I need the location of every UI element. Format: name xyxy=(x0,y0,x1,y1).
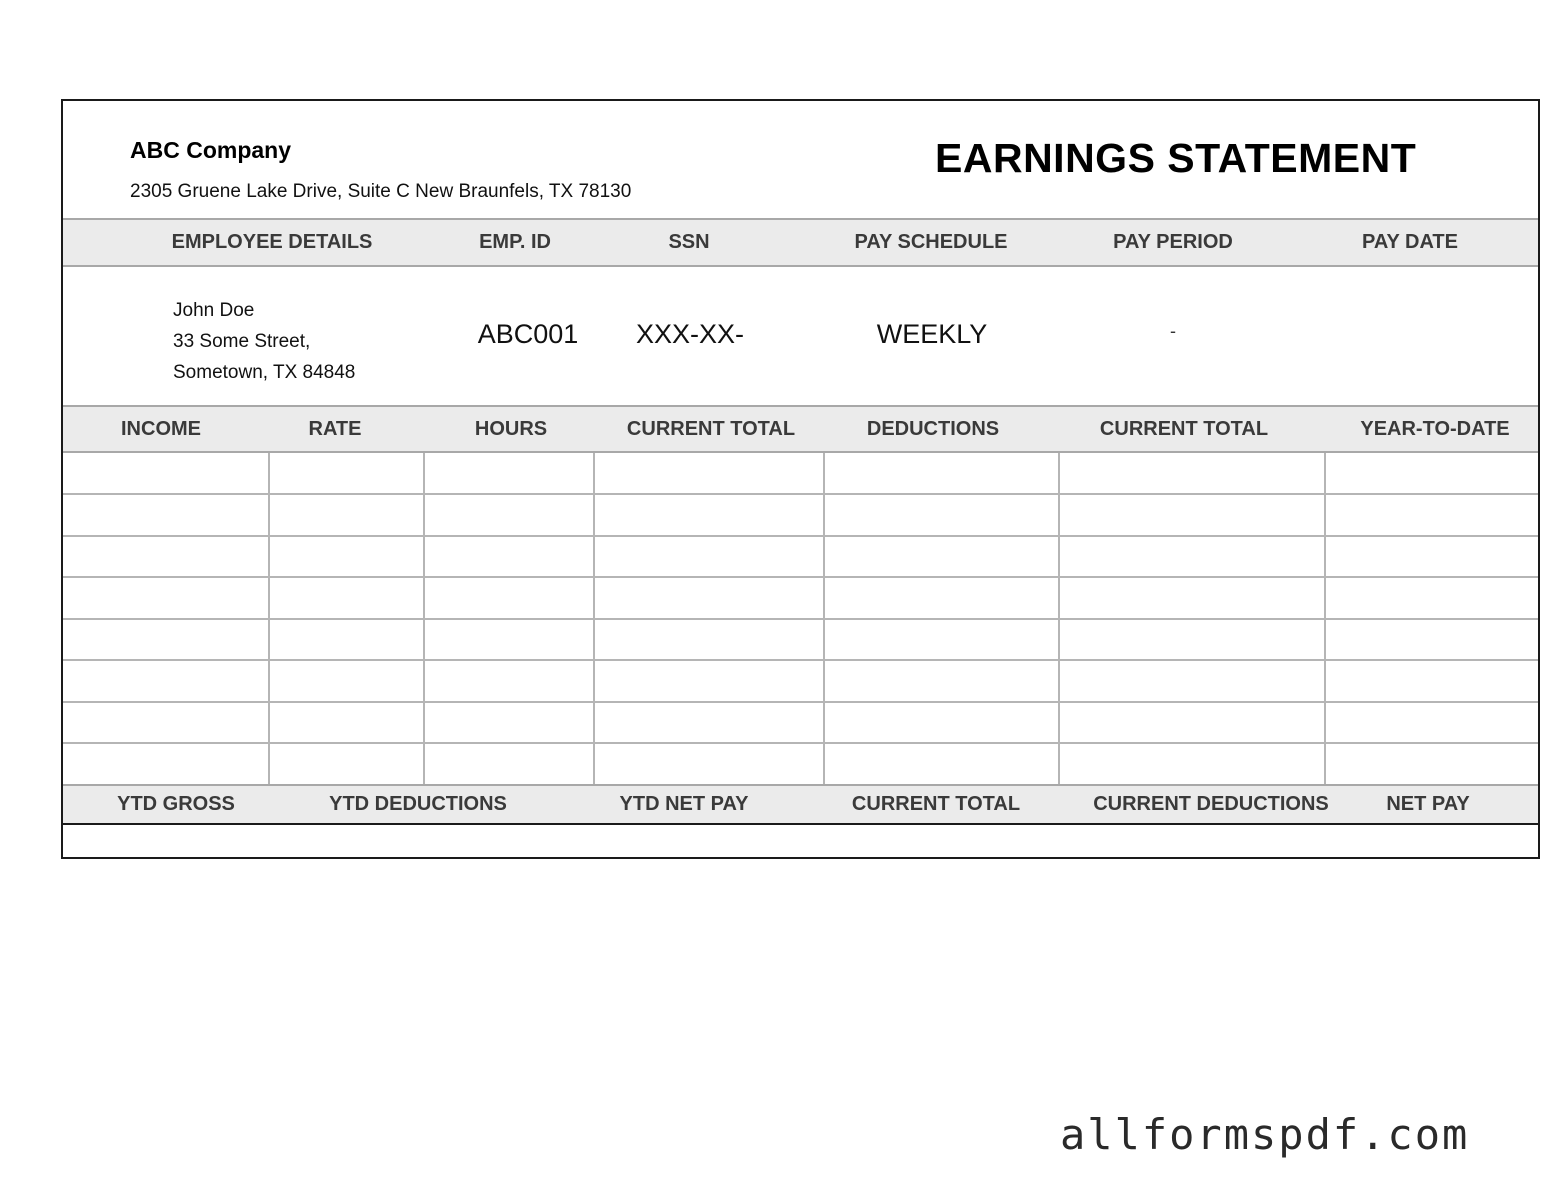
grid-row-line xyxy=(63,618,1538,620)
grid-row-line xyxy=(63,659,1538,661)
header-ytd-deductions: YTD DEDUCTIONS xyxy=(329,793,507,815)
grid-row-line xyxy=(63,742,1538,744)
employee-city: Sometown, TX 84848 xyxy=(173,362,356,383)
grid-row-line xyxy=(63,535,1538,537)
header-pay-period: PAY PERIOD xyxy=(1113,231,1233,253)
header-income: INCOME xyxy=(121,417,201,440)
header-ytd-gross: YTD GROSS xyxy=(117,793,235,815)
header-net-pay: NET PAY xyxy=(1386,793,1470,815)
grid-column-line xyxy=(593,453,595,784)
header-summary-current-total: CURRENT TOTAL xyxy=(851,793,1021,815)
grid-row-line xyxy=(63,701,1538,703)
grid-column-line xyxy=(823,453,825,784)
grid-column-line xyxy=(268,453,270,784)
grid-column-line xyxy=(1058,453,1060,784)
summary-header-row xyxy=(63,784,1538,825)
site-watermark: allformspdf.com xyxy=(1060,1110,1470,1159)
company-name: ABC Company xyxy=(130,137,292,163)
header-ytd-net-pay: YTD NET PAY xyxy=(619,793,749,815)
employee-name: John Doe xyxy=(173,300,255,321)
ssn-value: XXX-XX- xyxy=(635,319,745,349)
earnings-entry-grid xyxy=(63,453,1538,784)
employee-id-value: ABC001 xyxy=(477,319,579,349)
header-current-total: CURRENT TOTAL xyxy=(626,417,796,440)
employee-street: 33 Some Street, xyxy=(173,331,311,352)
employee-address-block xyxy=(173,295,355,388)
header-current-deductions: CURRENT DEDUCTIONS xyxy=(1093,793,1329,815)
header-hours: HOURS xyxy=(474,417,548,440)
header-employee-details: EMPLOYEE DETAILS xyxy=(171,231,373,253)
employee-details-header-row xyxy=(63,218,1538,267)
earnings-statement-form xyxy=(61,99,1540,859)
document-title: EARNINGS STATEMENT xyxy=(935,135,1417,181)
header-deductions-current-total: CURRENT TOTAL xyxy=(1099,417,1269,440)
header-emp-id: EMP. ID xyxy=(479,231,551,253)
grid-row-line xyxy=(63,576,1538,578)
header-deductions: DEDUCTIONS xyxy=(866,417,1000,440)
header-rate: RATE xyxy=(308,417,362,440)
grid-column-line xyxy=(1324,453,1326,784)
header-pay-schedule: PAY SCHEDULE xyxy=(854,231,1008,253)
company-address: 2305 Gruene Lake Drive, Suite C New Braunfels, TX 78130 xyxy=(130,181,632,202)
earnings-header-row xyxy=(63,405,1538,453)
pay-period-value: - xyxy=(1170,321,1176,341)
header-ssn: SSN xyxy=(668,231,710,253)
header-year-to-date: YEAR-TO-DATE xyxy=(1360,417,1510,440)
grid-row-line xyxy=(63,493,1538,495)
header-pay-date: PAY DATE xyxy=(1362,231,1458,253)
grid-column-line xyxy=(423,453,425,784)
pay-schedule-value: WEEKLY xyxy=(876,319,988,349)
